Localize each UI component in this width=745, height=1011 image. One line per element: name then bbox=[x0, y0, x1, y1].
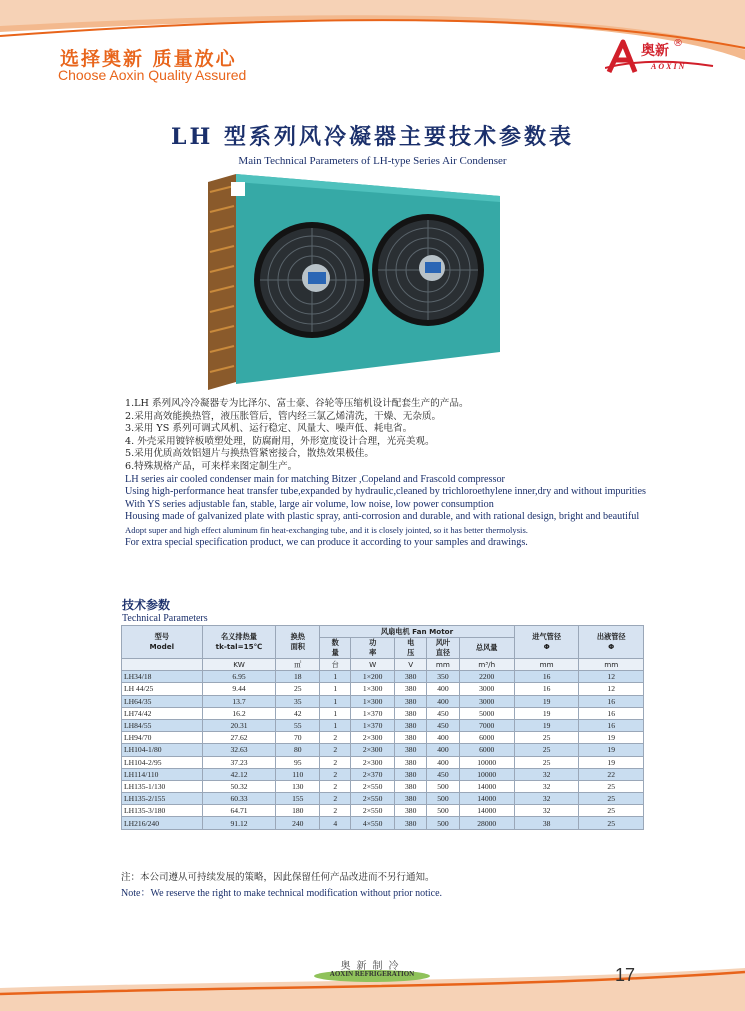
table-row bbox=[122, 805, 644, 817]
table-cell: 500 bbox=[427, 817, 459, 829]
header-blade-cn: 风叶 bbox=[435, 638, 451, 648]
model-cell: LH34/18 bbox=[122, 671, 203, 683]
table-row bbox=[122, 707, 644, 719]
header-inlet bbox=[514, 626, 579, 659]
table-cell: 50.32 bbox=[202, 780, 276, 792]
table-cell: 14000 bbox=[459, 780, 514, 792]
table-cell: 380 bbox=[395, 780, 427, 792]
table-cell: 16 bbox=[579, 707, 644, 719]
table-cell: 1 bbox=[320, 695, 351, 707]
table-cell: 19 bbox=[514, 719, 579, 731]
table-cell: 380 bbox=[395, 756, 427, 768]
table-cell: 4 bbox=[320, 817, 351, 829]
slogan-english: Choose Aoxin Quality Assured bbox=[58, 67, 247, 83]
table-row bbox=[122, 817, 644, 829]
table-cell: 19 bbox=[514, 695, 579, 707]
feature-item-en: Using high-performance heat transfer tube,expanded by hydraulic,cleaned by trichloroethylene inner,dry and without impurities bbox=[125, 486, 646, 498]
feature-item: 4. 外壳采用镀锌板喷塑处理，防腐耐用，外形宽度设计合理，光亮美观。 bbox=[125, 435, 435, 447]
table-cell: 350 bbox=[427, 671, 459, 683]
table-cell: 28000 bbox=[459, 817, 514, 829]
table-cell: 1 bbox=[320, 719, 351, 731]
table-cell: 32 bbox=[514, 780, 579, 792]
table-cell: 2 bbox=[320, 756, 351, 768]
header-capacity bbox=[202, 626, 276, 659]
header-outlet-sym: Φ bbox=[608, 642, 615, 652]
unit-cell: ㎡ bbox=[276, 659, 320, 671]
table-cell: 2 bbox=[320, 768, 351, 780]
table-cell: 180 bbox=[276, 805, 320, 817]
note-english: Note：We reserve the right to make technical modification without prior notice. bbox=[121, 888, 443, 899]
header-inlet-sym: Φ bbox=[543, 642, 550, 652]
table-cell: 64.71 bbox=[202, 805, 276, 817]
header-power-cn2: 率 bbox=[369, 648, 377, 658]
header-inlet-cn: 进气管径 bbox=[532, 632, 562, 642]
header-voltage-cn: 电 bbox=[407, 638, 415, 648]
table-cell: 18 bbox=[276, 671, 320, 683]
fan-left bbox=[254, 222, 370, 338]
table-cell: 10000 bbox=[459, 768, 514, 780]
page-subtitle: Main Technical Parameters of LH-type Series Air Condenser bbox=[238, 155, 507, 167]
unit-cell bbox=[122, 659, 203, 671]
unit-cell: mm bbox=[427, 659, 459, 671]
table-cell: 60.33 bbox=[202, 793, 276, 805]
table-cell: 95 bbox=[276, 756, 320, 768]
slogan-chinese: 选择奥新 质量放心 bbox=[60, 48, 237, 70]
model-cell: LH94/70 bbox=[122, 732, 203, 744]
table-cell: 14000 bbox=[459, 793, 514, 805]
header-capacity-cond: tk-tal=15℃ bbox=[215, 642, 263, 652]
table-row bbox=[122, 780, 644, 792]
table-cell: 1×370 bbox=[351, 719, 395, 731]
table-cell: 380 bbox=[395, 817, 427, 829]
table-cell: 110 bbox=[276, 768, 320, 780]
table-cell: 400 bbox=[427, 744, 459, 756]
table-cell: 80 bbox=[276, 744, 320, 756]
table-cell: 400 bbox=[427, 695, 459, 707]
table-row bbox=[122, 719, 644, 731]
fan-right bbox=[372, 214, 484, 326]
page-number: 17 bbox=[615, 965, 636, 985]
table-cell: 3000 bbox=[459, 695, 514, 707]
table-row bbox=[122, 768, 644, 780]
table-cell: 25 bbox=[579, 780, 644, 792]
unit-cell: m³/h bbox=[459, 659, 514, 671]
table-cell: 1 bbox=[320, 683, 351, 695]
table-cell: 380 bbox=[395, 683, 427, 695]
table-cell: 1 bbox=[320, 671, 351, 683]
header-voltage-cn2: 压 bbox=[407, 648, 415, 658]
table-cell: 19 bbox=[579, 756, 644, 768]
aoxin-logo bbox=[605, 38, 715, 78]
table-row bbox=[122, 744, 644, 756]
table-cell: 37.23 bbox=[202, 756, 276, 768]
table-cell: 70 bbox=[276, 732, 320, 744]
table-cell: 9.44 bbox=[202, 683, 276, 695]
table-cell: 500 bbox=[427, 805, 459, 817]
table-cell: 380 bbox=[395, 793, 427, 805]
feature-item: 1.LH 系列风冷冷凝器专为比泽尔、富士豪、谷轮等压缩机设计配套生产的产品。 bbox=[125, 398, 469, 409]
logo-english: AOXIN bbox=[651, 62, 687, 71]
table-row bbox=[122, 756, 644, 768]
table-cell: 2×300 bbox=[351, 756, 395, 768]
header-qty-cn2: 量 bbox=[331, 648, 339, 658]
table-cell: 3000 bbox=[459, 683, 514, 695]
table-cell: 380 bbox=[395, 719, 427, 731]
feature-item: 5.采用优质高效铝翅片与换热管紧密接合，散热效果极佳。 bbox=[125, 448, 374, 460]
unit-cell: 台 bbox=[320, 659, 351, 671]
model-cell: LH135-1/130 bbox=[122, 780, 203, 792]
table-cell: 25 bbox=[579, 817, 644, 829]
feature-item: 3.采用 YS 系列可调式风机、运行稳定、风量大、噪声低、耗电省。 bbox=[125, 423, 413, 435]
table-cell: 25 bbox=[579, 805, 644, 817]
header-fan-motor: 风扇电机 Fan Motor bbox=[320, 626, 515, 638]
header-area bbox=[276, 626, 320, 659]
model-cell: LH114/110 bbox=[122, 768, 203, 780]
table-cell: 380 bbox=[395, 732, 427, 744]
header-airflow: 总风量 bbox=[459, 638, 514, 659]
table-cell: 55 bbox=[276, 719, 320, 731]
table-cell: 2×300 bbox=[351, 744, 395, 756]
model-cell: LH104-2/95 bbox=[122, 756, 203, 768]
model-cell: LH216/240 bbox=[122, 817, 203, 829]
header-outlet-cn: 出液管径 bbox=[596, 632, 626, 642]
table-cell: 1×300 bbox=[351, 683, 395, 695]
header-blade bbox=[427, 638, 459, 659]
table-cell: 2×550 bbox=[351, 805, 395, 817]
table-cell: 400 bbox=[427, 683, 459, 695]
table-cell: 1×200 bbox=[351, 671, 395, 683]
table-cell: 42.12 bbox=[202, 768, 276, 780]
header-voltage bbox=[395, 638, 427, 659]
table-cell: 450 bbox=[427, 707, 459, 719]
table-cell: 16 bbox=[579, 719, 644, 731]
unit-cell: mm bbox=[514, 659, 579, 671]
header-qty-cn: 数 bbox=[331, 638, 339, 648]
table-cell: 2×550 bbox=[351, 793, 395, 805]
table-cell: 10000 bbox=[459, 756, 514, 768]
table-cell: 25 bbox=[514, 732, 579, 744]
table-cell: 7000 bbox=[459, 719, 514, 731]
table-cell: 2 bbox=[320, 805, 351, 817]
table-cell: 2 bbox=[320, 732, 351, 744]
table-cell: 32 bbox=[514, 768, 579, 780]
feature-item-en: Housing made of galvanized plate with plastic spray, anti-corrosion and durable, and with rational design, bright and beautiful bbox=[125, 511, 640, 523]
model-cell: LH104-1/80 bbox=[122, 744, 203, 756]
table-cell: 22 bbox=[579, 768, 644, 780]
table-cell: 13.7 bbox=[202, 695, 276, 707]
table-cell: 400 bbox=[427, 732, 459, 744]
table-cell: 19 bbox=[579, 744, 644, 756]
table-cell: 5000 bbox=[459, 707, 514, 719]
header-capacity-cn: 名义排热量 bbox=[221, 632, 257, 642]
footer-brand-cn: 奥新制冷 bbox=[340, 961, 405, 972]
table-cell: 155 bbox=[276, 793, 320, 805]
table-cell: 380 bbox=[395, 671, 427, 683]
table-cell: 2 bbox=[320, 744, 351, 756]
model-cell: LH135-3/180 bbox=[122, 805, 203, 817]
header-area-cn: 换热 bbox=[290, 632, 305, 642]
air-condenser-image bbox=[200, 172, 530, 392]
footer-brand-en: AOXIN REFRIGERATION bbox=[329, 970, 415, 978]
feature-item-en: LH series air cooled condenser main for matching Bitzer ,Copeland and Frascold compressor bbox=[125, 473, 505, 485]
table-cell: 32 bbox=[514, 793, 579, 805]
table-cell: 1×300 bbox=[351, 695, 395, 707]
table-cell: 2×550 bbox=[351, 780, 395, 792]
table-cell: 450 bbox=[427, 768, 459, 780]
table-cell: 19 bbox=[514, 707, 579, 719]
table-cell: 32 bbox=[514, 805, 579, 817]
table-cell: 450 bbox=[427, 719, 459, 731]
unit-cell: mm bbox=[579, 659, 644, 671]
model-cell: LH 44/25 bbox=[122, 683, 203, 695]
table-cell: 380 bbox=[395, 805, 427, 817]
table-cell: 6000 bbox=[459, 744, 514, 756]
logo-registered-mark: ® bbox=[673, 38, 683, 49]
table-cell: 35 bbox=[276, 695, 320, 707]
parameters-table bbox=[121, 625, 644, 830]
table-row bbox=[122, 683, 644, 695]
table-cell: 380 bbox=[395, 768, 427, 780]
note-chinese: 注：本公司遵从可持续发展的策略，因此保留任何产品改进而不另行通知。 bbox=[121, 872, 435, 883]
table-cell: 12 bbox=[579, 683, 644, 695]
table-cell: 25 bbox=[579, 793, 644, 805]
table-cell: 4×550 bbox=[351, 817, 395, 829]
table-cell: 12 bbox=[579, 671, 644, 683]
table-cell: 27.62 bbox=[202, 732, 276, 744]
table-cell: 2×370 bbox=[351, 768, 395, 780]
table-cell: 19 bbox=[579, 732, 644, 744]
table-cell: 500 bbox=[427, 780, 459, 792]
table-row bbox=[122, 671, 644, 683]
table-cell: 25 bbox=[514, 756, 579, 768]
table-cell: 6.95 bbox=[202, 671, 276, 683]
table-cell: 2 bbox=[320, 793, 351, 805]
tech-section-title: 技术参数 bbox=[122, 598, 171, 612]
table-cell: 130 bbox=[276, 780, 320, 792]
header-power-cn: 功 bbox=[369, 638, 377, 648]
table-cell: 16 bbox=[514, 671, 579, 683]
table-cell: 25 bbox=[276, 683, 320, 695]
table-cell: 380 bbox=[395, 707, 427, 719]
model-cell: LH74/42 bbox=[122, 707, 203, 719]
table-cell: 2 bbox=[320, 780, 351, 792]
header-area-cn2: 面积 bbox=[290, 642, 305, 652]
table-cell: 2200 bbox=[459, 671, 514, 683]
header-outlet bbox=[579, 626, 644, 659]
table-cell: 32.63 bbox=[202, 744, 276, 756]
header-model-cn: 型号 bbox=[154, 632, 170, 642]
table-cell: 240 bbox=[276, 817, 320, 829]
table-cell: 91.12 bbox=[202, 817, 276, 829]
certification-label bbox=[231, 182, 245, 196]
table-cell: 38 bbox=[514, 817, 579, 829]
unit-cell: V bbox=[395, 659, 427, 671]
feature-item-en: With YS series adjustable fan, stable, large air volume, low noise, low power consumption bbox=[125, 498, 494, 510]
table-cell: 1×370 bbox=[351, 707, 395, 719]
table-cell: 380 bbox=[395, 744, 427, 756]
table-cell: 42 bbox=[276, 707, 320, 719]
table-row bbox=[122, 732, 644, 744]
header-model bbox=[122, 626, 203, 659]
model-cell: LH135-2/155 bbox=[122, 793, 203, 805]
feature-item-en: Adopt super and high effect aluminum fin heat-exchanging tube, and it is closely jointed, so it has better thermolysis. bbox=[125, 524, 528, 535]
header-blade-cn2: 直径 bbox=[435, 648, 451, 658]
table-cell: 6000 bbox=[459, 732, 514, 744]
tech-section-subtitle: Technical Parameters bbox=[122, 613, 208, 624]
table-row bbox=[122, 793, 644, 805]
table-cell: 2×300 bbox=[351, 732, 395, 744]
table-cell: 16 bbox=[579, 695, 644, 707]
feature-item-en: For extra special specification product, we can produce it according to your samples and drawings. bbox=[125, 536, 528, 548]
unit-cell: KW bbox=[202, 659, 276, 671]
header-qty bbox=[320, 638, 351, 659]
table-cell: 25 bbox=[514, 744, 579, 756]
table-cell: 20.31 bbox=[202, 719, 276, 731]
table-cell: 16.2 bbox=[202, 707, 276, 719]
page-title: LH 型系列风冷凝器主要技术参数表 bbox=[171, 124, 574, 150]
table-cell: 16 bbox=[514, 683, 579, 695]
table-cell: 380 bbox=[395, 695, 427, 707]
feature-list bbox=[125, 398, 685, 549]
table-cell: 1 bbox=[320, 707, 351, 719]
model-cell: LH84/55 bbox=[122, 719, 203, 731]
table-cell: 14000 bbox=[459, 805, 514, 817]
unit-cell: W bbox=[351, 659, 395, 671]
table-cell: 400 bbox=[427, 756, 459, 768]
header-model-en: Model bbox=[149, 642, 175, 652]
model-cell: LH64/35 bbox=[122, 695, 203, 707]
feature-item: 6.特殊规格产品，可来样来图定制生产。 bbox=[125, 460, 298, 472]
header-power bbox=[351, 638, 395, 659]
table-body bbox=[122, 671, 644, 829]
logo-chinese: 奥新 bbox=[641, 43, 669, 59]
table-cell: 500 bbox=[427, 793, 459, 805]
feature-item: 2.采用高效能换热管，液压胀管后，管内经三氯乙烯清洗，干燥、无杂质。 bbox=[125, 410, 442, 422]
table-row bbox=[122, 695, 644, 707]
